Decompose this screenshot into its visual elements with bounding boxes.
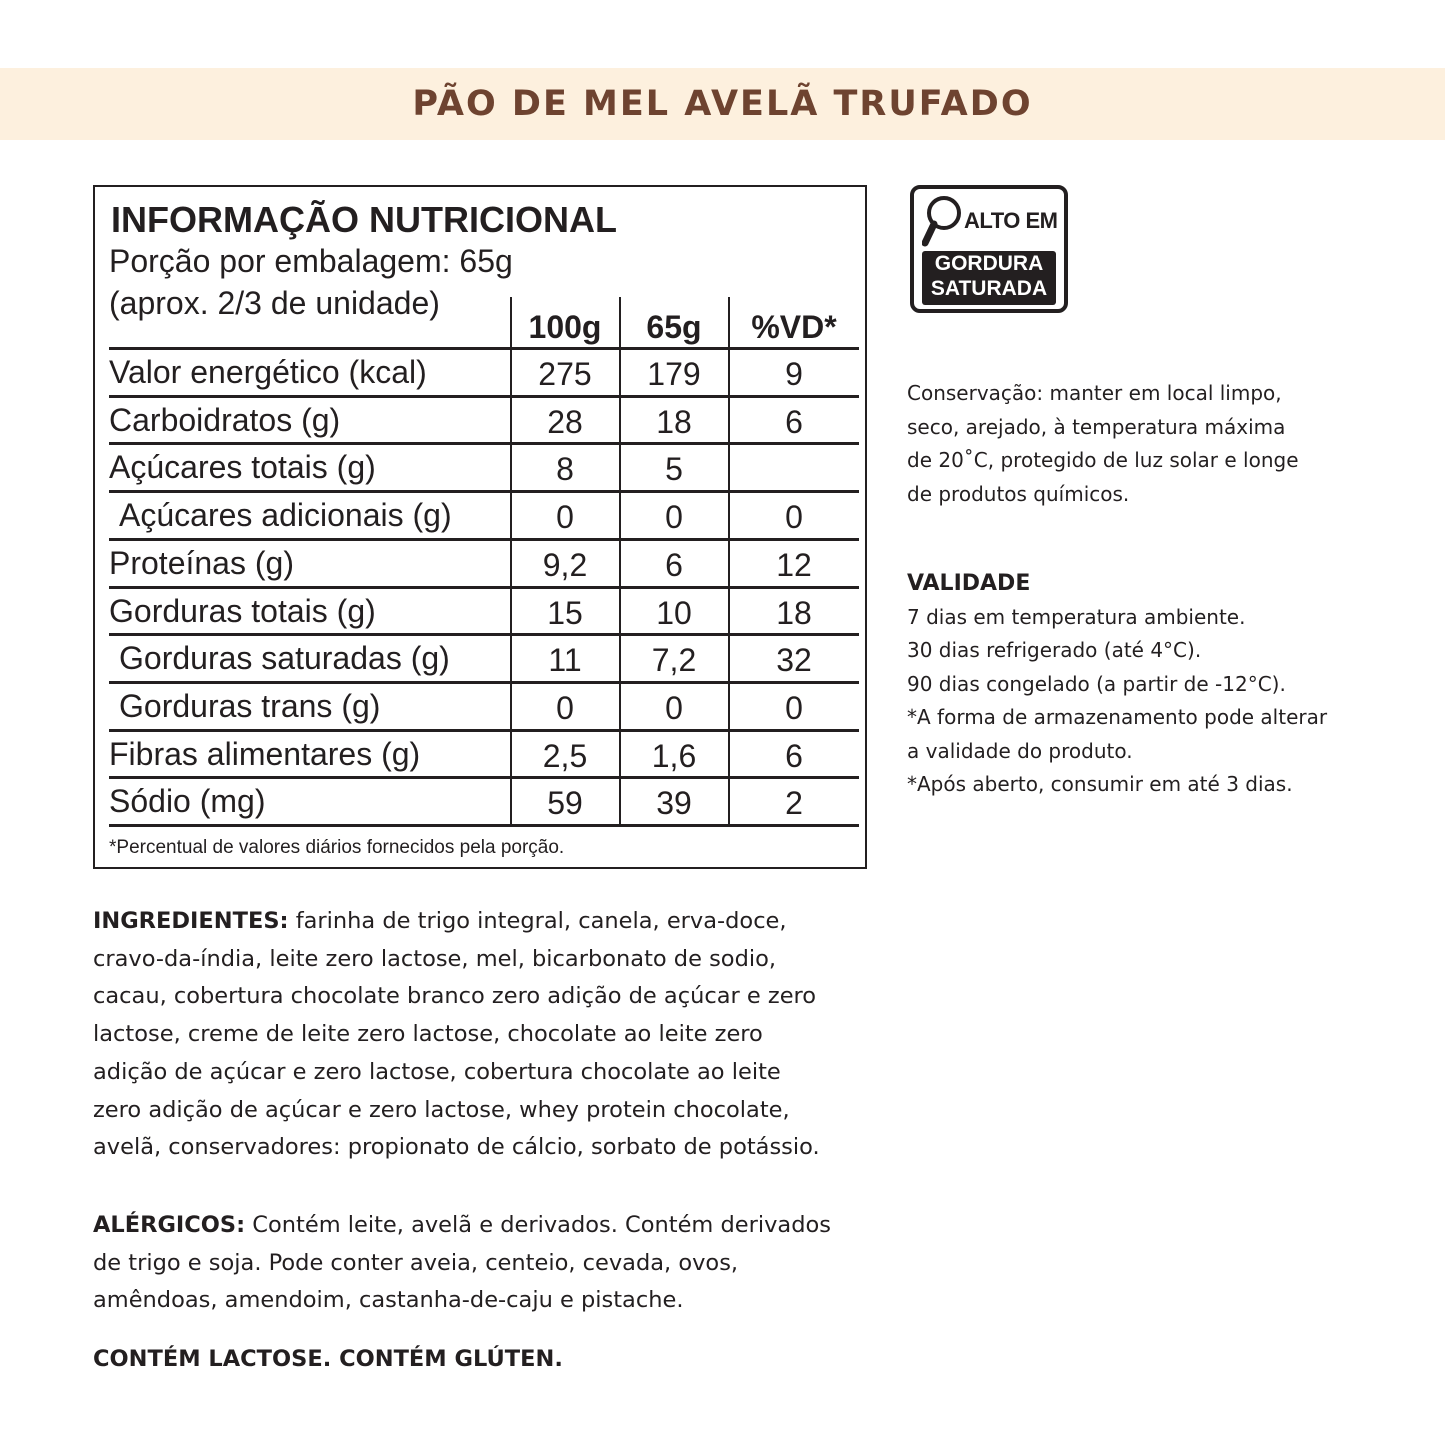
column-header-65g: 65g: [646, 309, 702, 345]
ingredients-label: INGREDIENTES:: [93, 908, 289, 934]
nutrient-label: Gorduras trans (g): [119, 687, 381, 724]
product-title: PÃO DE MEL AVELÃ TRUFADO: [412, 84, 1033, 124]
allergens-section: [93, 1207, 893, 1320]
nutrition-row: [95, 682, 859, 730]
badge-nutrient-box: [922, 251, 1056, 305]
badge-line-1: GORDURA: [934, 252, 1044, 275]
value-per-100g: 9,2: [542, 546, 588, 583]
badge-line-2: SATURADA: [930, 277, 1048, 300]
nutrition-table: [93, 185, 867, 869]
validity-line: 30 dias refrigerado (até 4°C).: [907, 638, 1202, 662]
value-per-100g: 8: [556, 451, 574, 488]
validity-line: 90 dias congelado (a partir de -12°C).: [907, 671, 1286, 696]
alto-em-badge: [910, 185, 1068, 313]
value-percent-dv: 6: [785, 737, 803, 774]
conservation-line: Conservação: manter em local limpo,: [907, 381, 1282, 405]
value-per-portion: 39: [656, 785, 692, 822]
nutrition-row: [95, 634, 859, 682]
nutrition-footnote: *Percentual de valores diários fornecidos pela porção.: [109, 837, 565, 858]
nutrient-label: Gorduras saturadas (g): [119, 640, 450, 677]
ingredients-line: lactose, creme de leite zero lactose, chocolate ao leite zero: [93, 1021, 763, 1048]
value-percent-dv: 2: [785, 785, 803, 822]
value-per-portion: 10: [656, 594, 692, 631]
conservation-text: [907, 377, 1427, 511]
ingredients-line: farinha de trigo integral, canela, erva-doce,: [288, 908, 787, 934]
allergens-line: Contém leite, avelã e derivados. Contém derivados: [245, 1212, 831, 1238]
value-percent-dv: 6: [785, 403, 803, 440]
warning-section: [93, 1341, 893, 1379]
nutrition-row: [95, 587, 859, 635]
column-header-100g: 100g: [528, 309, 602, 345]
validity-line: a validade do produto.: [907, 738, 1133, 763]
ingredients-line: cravo-da-índia, leite zero lactose, mel, bicarbonato de sodio,: [93, 945, 777, 972]
value-per-100g: 275: [538, 356, 592, 392]
nutrition-approx: (aprox. 2/3 de unidade): [109, 285, 440, 321]
nutrition-portion: Porção por embalagem: 65g: [109, 243, 513, 279]
lactose-gluten-warning: CONTÉM LACTOSE. CONTÉM GLÚTEN.: [93, 1346, 563, 1372]
value-per-100g: 0: [556, 689, 574, 726]
value-per-portion: 0: [665, 689, 683, 726]
ingredients-line: cacau, cobertura chocolate branco zero adição de açúcar e zero: [93, 983, 817, 1010]
row-divider: [109, 824, 859, 827]
nutrition-row: [95, 443, 859, 491]
column-header-vd: %VD*: [751, 309, 837, 345]
allergens-line: de trigo e soja. Pode conter aveia, centeio, cevada, ovos,: [93, 1249, 739, 1276]
value-per-100g: 11: [548, 642, 582, 679]
ingredients-line: zero adição de açúcar e zero lactose, whey protein chocolate,: [93, 1096, 790, 1123]
nutrition-row: [95, 730, 859, 778]
ingredients-section: [93, 903, 893, 1167]
nutrient-label: Valor energético (kcal): [109, 354, 427, 390]
validity-heading: VALIDADE: [907, 571, 1031, 596]
value-per-portion: 5: [665, 451, 683, 488]
allergens-line: amêndoas, amendoim, castanha-de-caju e pistache.: [93, 1287, 684, 1314]
nutrient-label: Açúcares totais (g): [109, 449, 376, 486]
value-per-portion: 6: [665, 546, 683, 583]
nutrition-row: [95, 491, 859, 539]
nutrient-label: Fibras alimentares (g): [109, 735, 421, 772]
value-per-portion: 1,6: [651, 737, 697, 774]
nutrition-row: [95, 539, 859, 587]
nutrient-label: Proteínas (g): [109, 544, 294, 581]
ingredients-line: avelã, conservadores: propionato de cálcio, sorbato de potássio.: [93, 1134, 820, 1161]
ingredients-line: adição de açúcar e zero lactose, cobertura chocolate ao leite: [93, 1058, 781, 1085]
value-per-100g: 59: [547, 785, 583, 822]
validity-line: 7 dias em temperatura ambiente.: [907, 604, 1246, 629]
allergens-label: ALÉRGICOS:: [93, 1212, 246, 1238]
value-per-portion: 179: [647, 356, 701, 392]
value-percent-dv: 12: [776, 546, 812, 583]
value-percent-dv: 0: [785, 689, 803, 726]
value-per-100g: 15: [547, 594, 583, 631]
value-per-portion: 7,2: [651, 642, 697, 679]
value-per-portion: 0: [665, 499, 683, 536]
nutrition-row: [95, 777, 859, 825]
validity-line: *A forma de armazenamento pode alterar: [907, 705, 1328, 729]
value-percent-dv: 9: [785, 356, 803, 392]
title-banner: [0, 68, 1445, 140]
badge-top-text: ALTO EM: [964, 208, 1058, 233]
nutrient-label: Carboidratos (g): [109, 401, 341, 438]
nutrition-title: INFORMAÇÃO NUTRICIONAL: [111, 199, 617, 240]
nutrition-row: [95, 348, 859, 396]
validity-line: *Após aberto, consumir em até 3 dias.: [907, 772, 1293, 796]
value-per-portion: 18: [656, 403, 692, 440]
nutrient-label: Açúcares adicionais (g): [119, 497, 452, 534]
conservation-line: seco, arejado, à temperatura máxima: [907, 414, 1286, 439]
value-percent-dv: 32: [776, 642, 812, 679]
value-per-100g: 0: [556, 499, 574, 536]
value-percent-dv: 0: [785, 499, 803, 536]
nutrient-label: Sódio (mg): [109, 783, 266, 820]
nutrition-row: [95, 396, 859, 444]
value-percent-dv: 18: [776, 594, 812, 631]
conservation-line: de 20˚C, protegido de luz solar e longe: [907, 448, 1299, 472]
value-per-100g: 28: [547, 403, 583, 440]
nutrient-label: Gorduras totais (g): [109, 592, 376, 629]
conservation-line: de produtos químicos.: [907, 481, 1130, 506]
validity-section: [907, 567, 1427, 802]
value-per-100g: 2,5: [542, 737, 588, 774]
